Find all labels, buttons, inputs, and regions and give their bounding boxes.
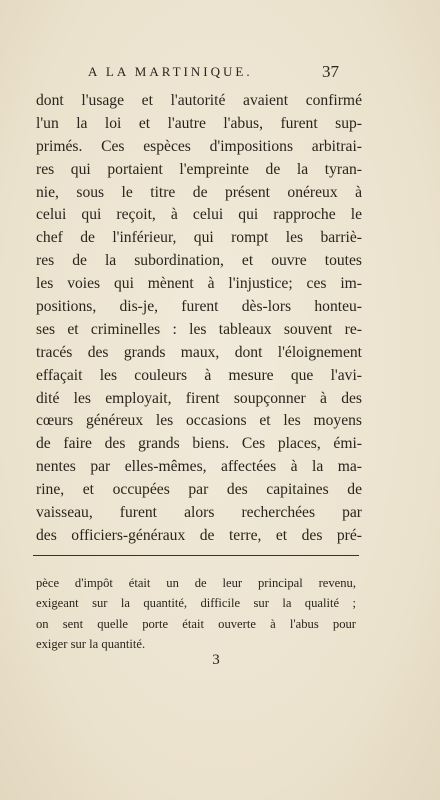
body-line: effaçait les couleurs à mesure que l'avi- (36, 366, 362, 384)
body-line: nie, sous le titre de présent onéreux à (36, 183, 362, 201)
body-line: positions, dis-je, furent dès-lors honteu- (36, 298, 362, 316)
footnote-line: pèce d'impôt était un de leur principal revenu, (36, 576, 356, 590)
body-line: cœurs généreux les occasions et les moyens (36, 412, 362, 430)
running-head (0, 62, 440, 84)
body-line: dité les employait, firent soupçonner à des (36, 389, 362, 407)
body-line: celui qui reçoit, à celui qui rapproche le (36, 206, 362, 224)
running-title: A LA MARTINIQUE. (88, 64, 253, 79)
footnote-rule (33, 555, 359, 556)
body-line: nentes par elles-mêmes, affectées à la ma- (36, 458, 362, 476)
body-line: rine, et occupées par des capitaines de (36, 481, 362, 499)
body-line: ses et criminelles : les tableaux souvent re- (36, 320, 362, 338)
signature-mark: 3 (212, 652, 220, 668)
body-line: tracés des grands maux, dont l'éloignement (36, 343, 362, 361)
body-line: de faire des grands biens. Ces places, émi- (36, 435, 362, 453)
body-line: l'un la loi et l'autre l'abus, furent sup- (36, 114, 362, 132)
body-line: des officiers-généraux de terre, et des pré- (36, 526, 362, 544)
footnote-line: on sent quelle porte était ouverte à l'abus pour (36, 616, 356, 631)
footnote (36, 573, 356, 655)
body-text (36, 90, 362, 548)
body-line: les voies qui mènent à l'injustice; ces im- (36, 275, 362, 293)
body-line: res qui portaient l'empreinte de la tyran- (36, 160, 362, 178)
body-line: dont l'usage et l'autorité avaient confirmé (36, 92, 362, 109)
body-line: primés. Ces espèces d'impositions arbitrai- (36, 137, 362, 155)
page-number: 37 (322, 62, 339, 81)
body-line: chef de l'inférieur, qui rompt les barriè- (36, 229, 362, 247)
footnote-line: exiger sur la quantité. (36, 637, 146, 652)
body-line: res de la subordination, et ouvre toutes (36, 252, 362, 270)
footnote-line: exigeant sur la quantité, difficile sur la qualité ; (36, 596, 356, 611)
body-line: vaisseau, furent alors recherchées par (36, 504, 362, 522)
